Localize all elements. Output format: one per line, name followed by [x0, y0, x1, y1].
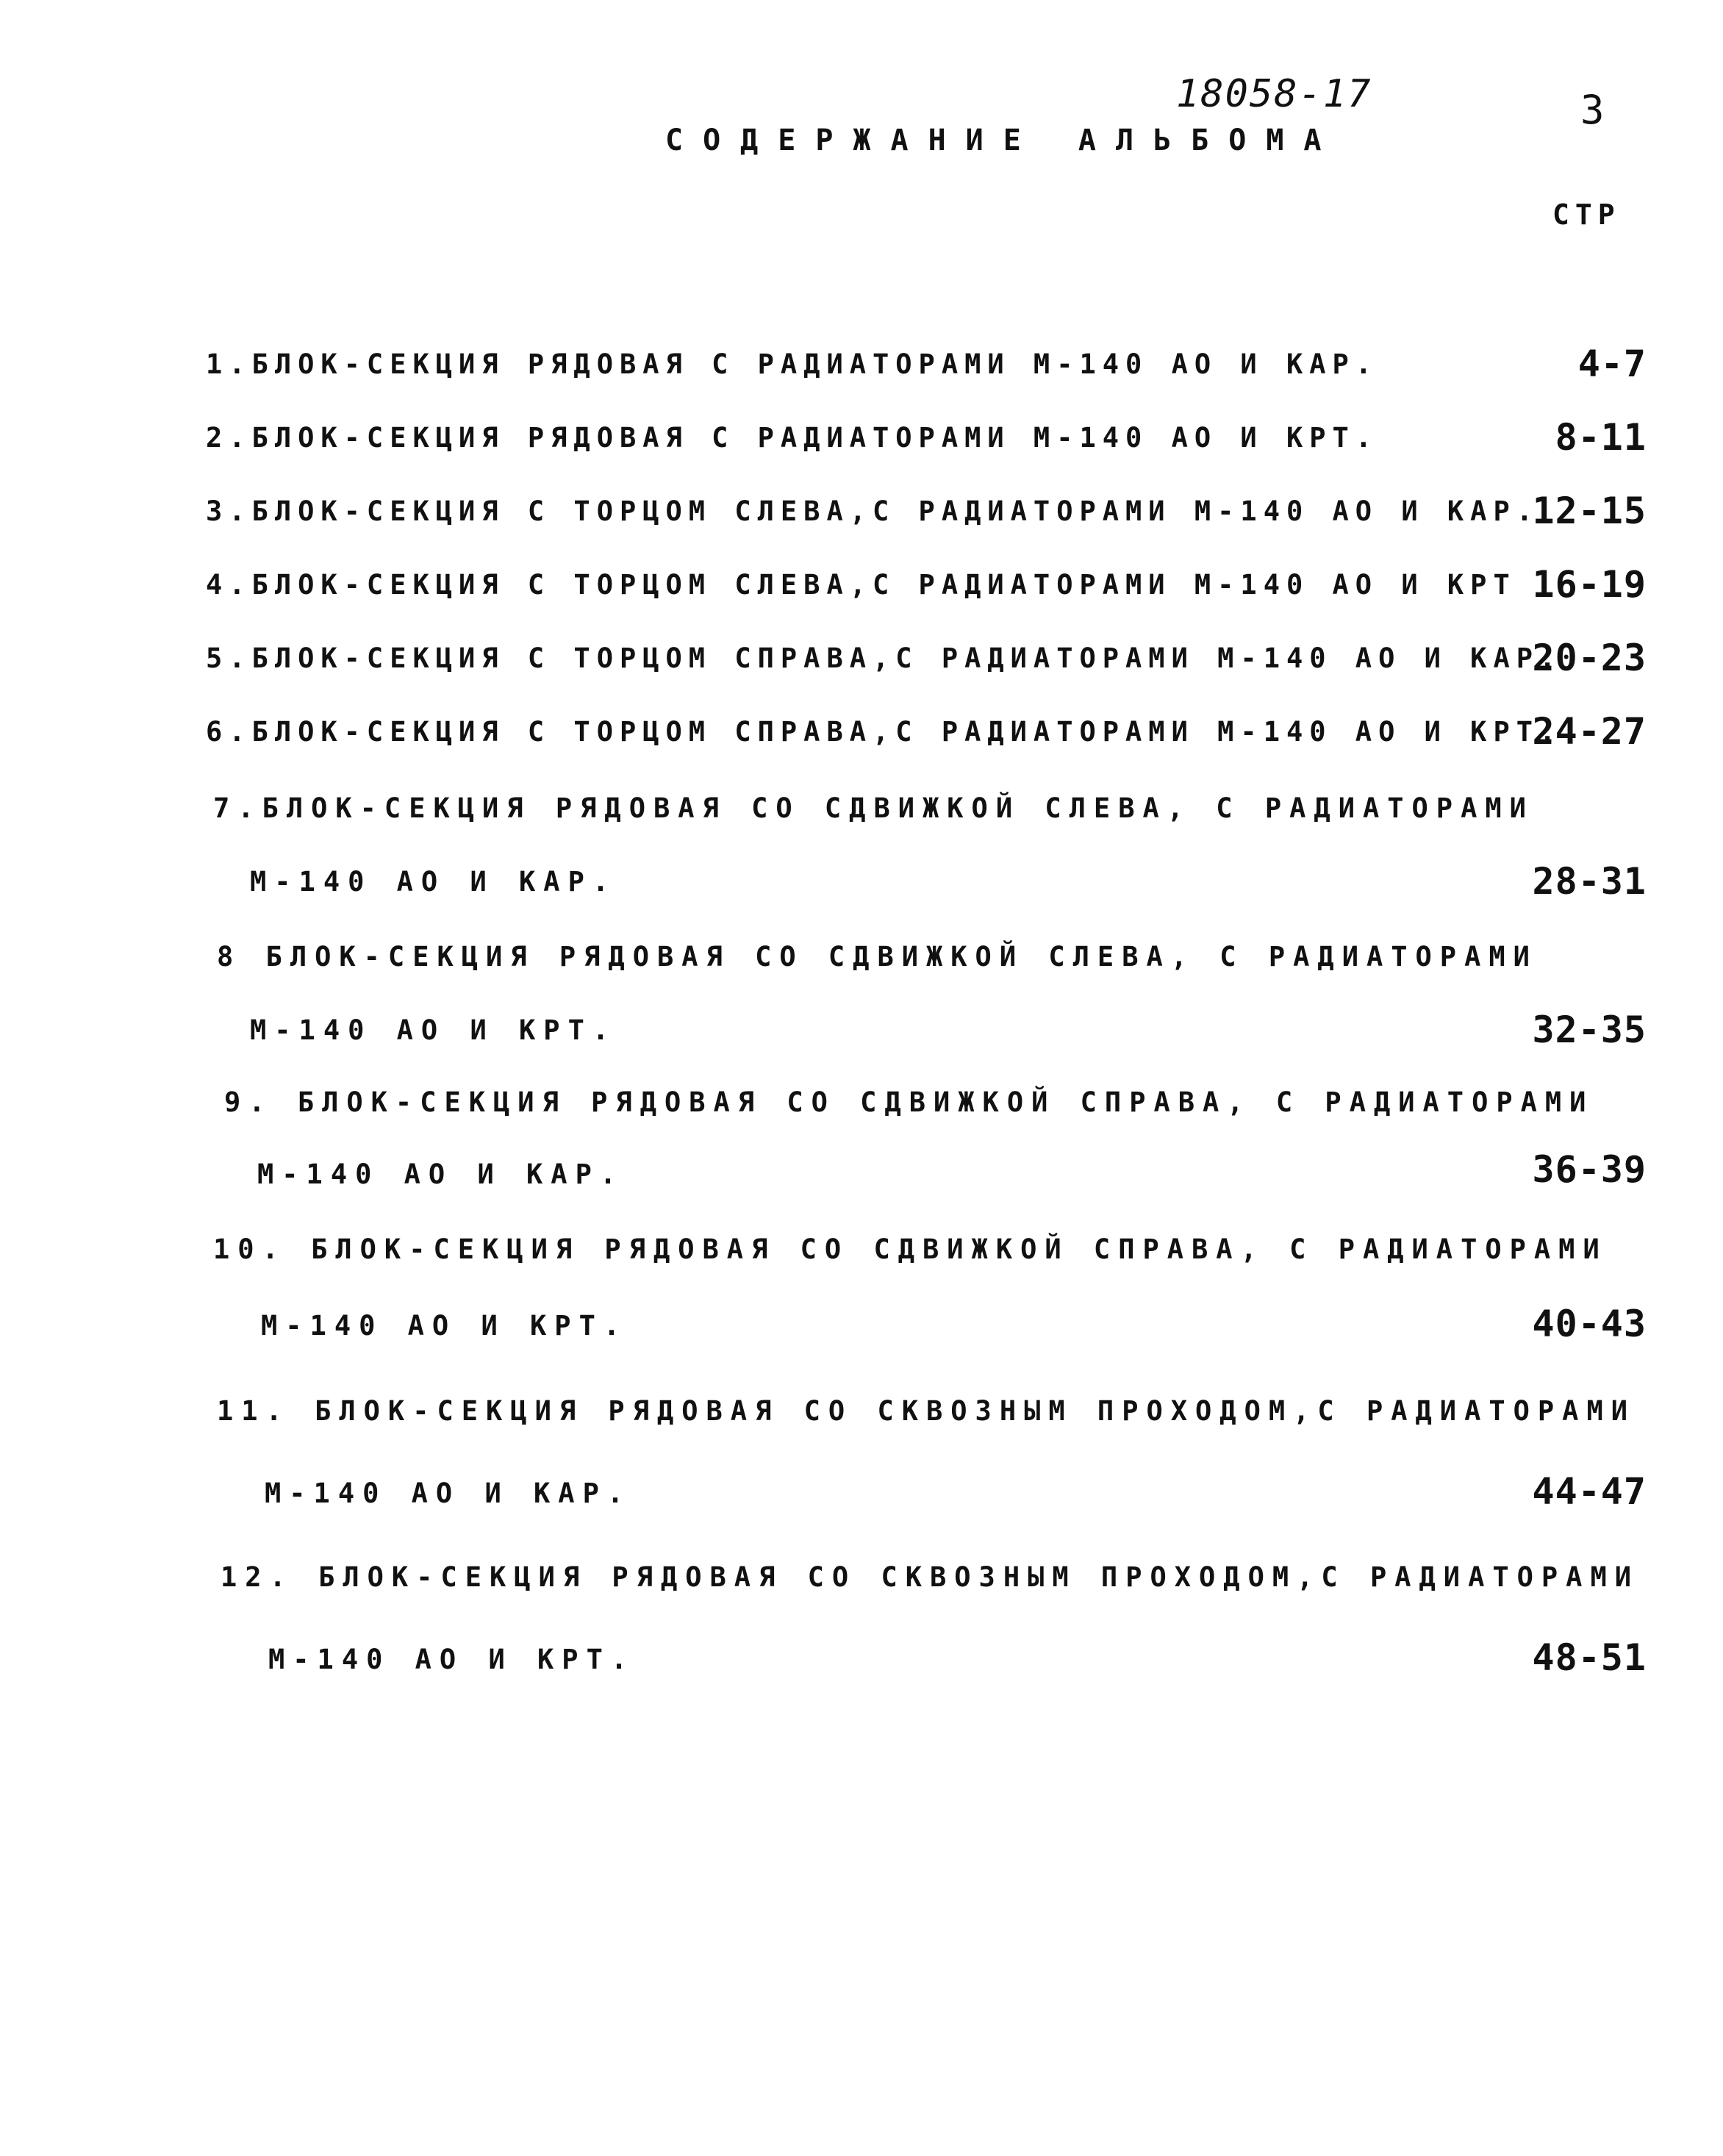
toc-entry-4-pages: 16-19: [1532, 563, 1647, 606]
page-title: СОДЕРЖАНИЕ АЛЬБОМА: [665, 123, 1341, 157]
toc-entry-11-text-continued: М-140 АО И КАР.: [265, 1478, 632, 1509]
document-number: 18058-17: [1176, 72, 1372, 116]
toc-entry-10-text-continued: М-140 АО И КРТ.: [261, 1310, 628, 1342]
toc-entry-5-pages: 20-23: [1532, 637, 1647, 679]
toc-entry-12-text-continued: М-140 АО И КРТ.: [268, 1644, 636, 1675]
pages-column-header: СТР: [1552, 198, 1621, 231]
toc-entry-11-text: 11. БЛОК-СЕКЦИЯ РЯДОВАЯ СО СКВОЗНЫМ ПРОХОДОМ,С РАДИАТОРАМИ: [217, 1395, 1636, 1427]
toc-entry-11-pages: 44-47: [1532, 1470, 1647, 1513]
toc-entry-9-text: 9. БЛОК-СЕКЦИЯ РЯДОВАЯ СО СДВИЖКОЙ СПРАВА, С РАДИАТОРАМИ: [224, 1086, 1594, 1118]
toc-entry-4-text: 4.БЛОК-СЕКЦИЯ С ТОРЦОМ СЛЕВА,С РАДИАТОРАМИ М-140 АО И КРТ: [206, 569, 1516, 601]
toc-entry-5-text: 5.БЛОК-СЕКЦИЯ С ТОРЦОМ СПРАВА,С РАДИАТОРАМИ М-140 АО И КАР.: [206, 642, 1563, 674]
toc-entry-1-pages: 4-7: [1577, 343, 1647, 385]
page-number: 3: [1580, 87, 1605, 133]
toc-entry-12-text: 12. БЛОК-СЕКЦИЯ РЯДОВАЯ СО СКВОЗНЫМ ПРОХОДОМ,С РАДИАТОРАМИ: [221, 1561, 1640, 1593]
toc-entry-1-text: 1.БЛОК-СЕКЦИЯ РЯДОВАЯ С РАДИАТОРАМИ М-140 АО И КАР.: [206, 348, 1379, 380]
toc-entry-9-text-continued: М-140 АО И КАР.: [257, 1158, 625, 1190]
toc-entry-8-pages: 32-35: [1532, 1009, 1647, 1051]
toc-entry-3-text: 3.БЛОК-СЕКЦИЯ С ТОРЦОМ СЛЕВА,С РАДИАТОРАМИ М-140 АО И КАР.: [206, 495, 1540, 527]
toc-entry-6-text: 6.БЛОК-СЕКЦИЯ С ТОРЦОМ СПРАВА,С РАДИАТОРАМИ М-140 АО И КРТ.: [206, 716, 1563, 748]
toc-entry-2-pages: 8-11: [1555, 416, 1647, 459]
toc-entry-6-pages: 24-27: [1532, 710, 1647, 753]
toc-entry-10-text: 10. БЛОК-СЕКЦИЯ РЯДОВАЯ СО СДВИЖКОЙ СПРАВА, С РАДИАТОРАМИ: [213, 1233, 1608, 1265]
toc-entry-3-pages: 12-15: [1532, 490, 1647, 532]
toc-entry-9-pages: 36-39: [1532, 1148, 1647, 1191]
toc-entry-2-text: 2.БЛОК-СЕКЦИЯ РЯДОВАЯ С РАДИАТОРАМИ М-140 АО И КРТ.: [206, 422, 1379, 454]
toc-entry-8-text-continued: М-140 АО И КРТ.: [250, 1014, 617, 1046]
toc-entry-10-pages: 40-43: [1532, 1303, 1647, 1345]
toc-entry-8-text: 8 БЛОК-СЕКЦИЯ РЯДОВАЯ СО СДВИЖКОЙ СЛЕВА, С РАДИАТОРАМИ: [217, 941, 1538, 973]
toc-entry-7-pages: 28-31: [1532, 860, 1647, 903]
toc-entry-7-text: 7.БЛОК-СЕКЦИЯ РЯДОВАЯ СО СДВИЖКОЙ СЛЕВА, С РАДИАТОРАМИ: [213, 792, 1534, 824]
toc-entry-7-text-continued: М-140 АО И КАР.: [250, 866, 617, 898]
toc-entry-12-pages: 48-51: [1532, 1636, 1647, 1679]
